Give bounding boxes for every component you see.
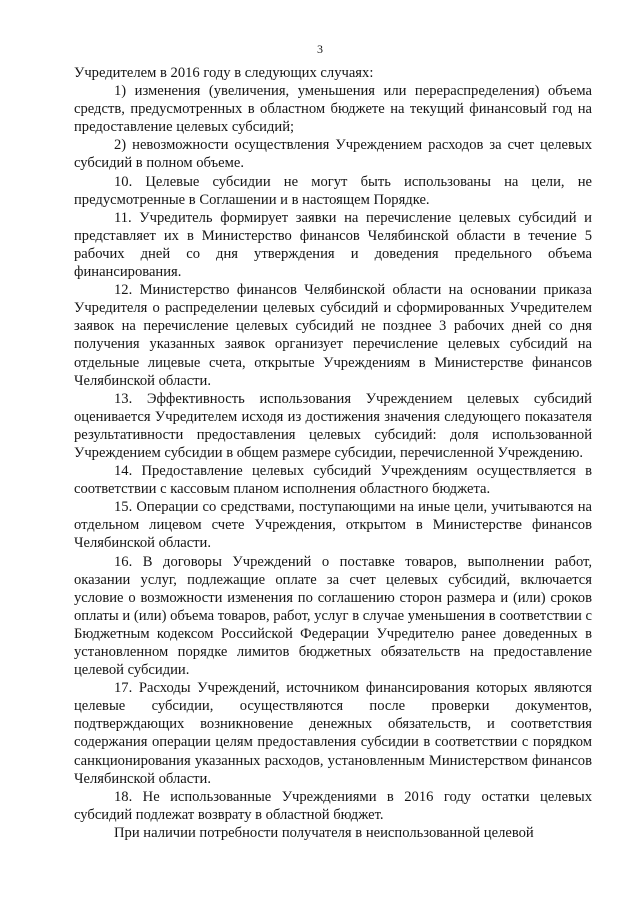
paragraph: 11. Учредитель формирует заявки на перечисление целевых субсидий и представляет их в Министерство финансов Челябинской области в течение 5 рабочих дней со дня утверждения и доведения предельного объема финансирования. (74, 209, 592, 281)
paragraph: 15. Операции со средствами, поступающими на иные цели, учитываются на отдельном лицевом счете Учреждения, открытом в Министерстве финансов Челябинской области. (74, 499, 592, 552)
document-body (74, 64, 592, 842)
paragraph: 12. Министерство финансов Челябинской области на основании приказа Учредителя о распределении целевых субсидий и сформированных Учредителем заявок на перечисление целевых субсидий не позднее 3 рабочих дней со дня получения указанных заявок организует перечисление целевых субсидий на отдельные лицевые счета, открытые Учреждениям в Министерстве финансов Челябинской области. (74, 282, 592, 389)
paragraph: 14. Предоставление целевых субсидий Учреждениям осуществляется в соответствии с кассовым планом исполнения областного бюджета. (74, 463, 592, 498)
paragraph: 1) изменения (увеличения, уменьшения или перераспределения) объема средств, предусмотренных в областном бюджете на текущий финансовый год на предоставление целевых субсидий; (74, 83, 592, 136)
paragraph: 13. Эффективность использования Учреждением целевых субсидий оценивается Учредителем исходя из достижения значения следующего показателя результативности предоставления целевых субсидий: доля использованной Учреждением субсидии в общем размере субсидии, перечисленной Учреждению. (74, 390, 592, 461)
paragraph: 10. Целевые субсидии не могут быть использованы на цели, не предусмотренные в Соглашении и в настоящем Порядке. (74, 173, 592, 208)
paragraph: 16. В договоры Учреждений о поставке товаров, выполнении работ, оказании услуг, подлежащие оплате за счет целевых субсидий, включается условие о возможности изменения по соглашению сторон размера и (или) сроков оплаты и (или) объема товаров, работ, услуг в случае уменьшения в соответствии с Бюджетным кодексом Российской Федерации Учредителю ранее доведенных в установленном порядке лимитов бюджетных обязательств на предоставление целевой субсидии. (74, 553, 592, 679)
paragraph: Учредителем в 2016 году в следующих случаях: (74, 65, 374, 81)
paragraph: При наличии потребности получателя в неиспользованной целевой (114, 824, 534, 841)
page-number: 3 (317, 42, 323, 56)
paragraph: 2) невозможности осуществления Учреждением расходов за счет целевых субсидий в полном объеме. (74, 137, 592, 172)
paragraph: 18. Не использованные Учреждениями в 2016 году остатки целевых субсидий подлежат возврату в областной бюджет. (74, 788, 592, 823)
paragraph: 17. Расходы Учреждений, источником финансирования которых являются целевые субсидии, осуществляются после проверки документов, подтверждающих возникновение денежных обязательств, и соответствия содержания операции целям предоставления субсидии в соответствии с порядком санкционирования указанных расходов, установленным Министерством финансов Челябинской области. (74, 680, 592, 787)
